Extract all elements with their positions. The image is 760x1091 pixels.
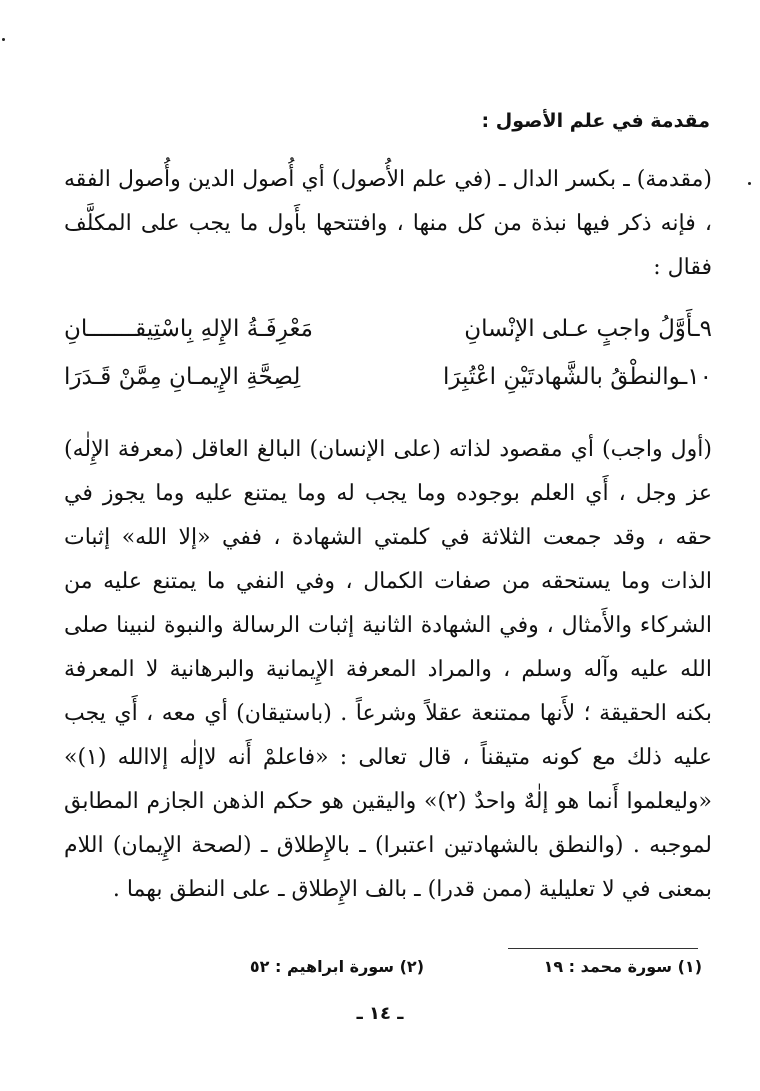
verse-line [64,354,712,400]
section-heading: مقدمة في علم الأصول : [481,110,710,132]
scan-speck [748,182,751,185]
verse-line [64,306,712,352]
footnote-1: (١) سورة محمد : ١٩ [543,957,702,976]
footnote-2: (٢) سورة ابراهيم : ٥٢ [249,957,424,976]
verse-first-hemistich: ١٠ـوالنطْقُ بالشَّهادتَيْنِ اعْتُبِرَا [442,364,712,390]
footnote-separator [508,948,698,949]
verse-second-hemistich: لِصِحَّةِ الإِيمـانِ مِمَّنْ قَـدَرَا [64,364,301,390]
commentary-paragraph: (أول واجب) أي مقصود لذاته (على الإنسان) البالغ العاقل (معرفة الإِلٰه) عز وجل ، أَي العلم بوجوده وما يجب له وما يمتنع عليه وما يجوز في حقه ، وقد جمعت الثلاثة في كلمتي الشهادة ، ففي «إلا الله» إثبات الذات وما يستحقه من صفات الكمال ، وفي النفي ما يمتنع عليه من الشركاء والأَمثال ، وفي الشهادة الثانية إثبات الرسالة والنبوة لنبينا صلى الله عليه وآله وسلم ، والمراد المعرفة الإِيمانية والبرهانية لا المعرفة بكنه الحقيقة ؛ لأَنها ممتنعة عقلاً وشرعاً . (باستيقان) أي معه ، أَي يجب عليه ذلك مع كونه متيقناً ، قال تعالى : «فاعلمْ أَنه لاإلٰه إلاالله (١)» «وليعلموا أَنما هو إلٰهٌ واحدٌ (٢)» واليقين هو حكم الذهن الجازم المطابق لموجبه . (والنطق بالشهادتين اعتبرا) ـ بالإِطلاق ـ (لصحة الإِيمان) اللام بمعنى في لا تعليلية (ممن قدرا) ـ بالف الإِطلاق ـ على النطق بهما . [64,437,712,902]
intro-paragraph: (مقدمة) ـ بكسر الدال ـ (في علم الأُصول) أي أُصول الدين وأُصول الفقه ، فإنه ذكر فيها نبذة من كل منها ، وافتتحها بأَول ما يجب على المكلَّف فقال : [64,167,712,280]
page-number: ـ ١٤ ـ [356,1003,404,1024]
scan-speck [2,38,5,41]
verse-second-hemistich: مَعْرِفَـةُ الإِلهِ بِاسْتِيقـــــــانِ [64,316,313,342]
verse-first-hemistich: ٩ـأَوَّلُ واجبٍ عـلى الإنْسانِ [464,316,712,342]
